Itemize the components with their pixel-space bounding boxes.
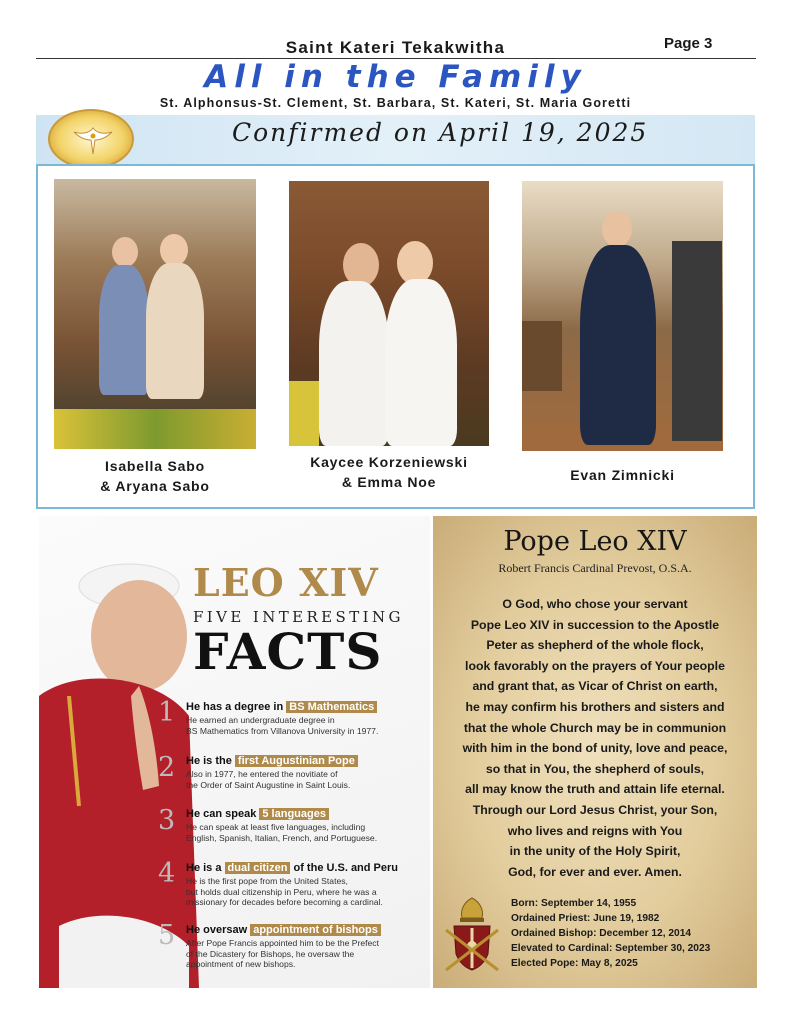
fact-item: He has a degree in BS Mathematics He earned an undergraduate degree in BS Mathematics from Villanova University in 1977.	[186, 701, 379, 736]
confirmation-date-heading: Confirmed on April 19, 2025	[232, 118, 649, 147]
photo-evan-zimnicki	[522, 181, 723, 451]
page-number: Page 3	[664, 35, 713, 52]
facts-heading: FACTS	[193, 622, 383, 681]
photo-korzeniewski-noe	[289, 181, 489, 446]
fact-item: He is the first Augustinian Pope Also in 1977, he entered the novitiate of the Order of Saint Augustine in Saint Louis.	[186, 755, 426, 790]
photo-sabo-sisters	[54, 179, 256, 449]
fact-item: He can speak 5 languages He can speak at least five languages, including English, Spanish, Italian, French, and Portuguese.	[186, 808, 378, 843]
caption-zimnicki: Evan Zimnicki	[570, 467, 675, 483]
prayer-text: O God, who chose your servant Pope Leo XIV in succession to the Apostle Peter as shepherd of the whole flock, look favorably on the prayers of Your people and grant that, as Vicar of Christ on earth, he may confirm his brothers and sisters and that the whole Church may be in communion with him in the bond of unity, love and peace, so that in You, the shepherd of souls, all may know the truth and attain life eternal. Through our Lord Jesus Christ, your Son, who lives and reigns with You in the unity of the Holy Spirit, God, for ever and ever. Amen.	[462, 597, 728, 879]
fact-number: 3	[158, 805, 176, 836]
facts-title: LEO XIV	[193, 560, 379, 605]
caption-korzeniewski-noe: Kaycee Korzeniewski & Emma Noe	[310, 454, 468, 490]
fact-number: 2	[158, 752, 176, 783]
family-heading: All in the Family	[204, 59, 587, 95]
prayer-title: Pope Leo XIV	[503, 526, 687, 557]
pope-biography: Born: September 14, 1955 Ordained Priest: June 19, 1982 Ordained Bishop: December 12, 2014 Elevated to Cardinal: September 30, 2023 Elected Pope: May 8, 2025	[511, 898, 711, 969]
parish-list: St. Alphonsus-St. Clement, St. Barbara, St. Kateri, St. Maria Goretti	[159, 96, 632, 110]
papal-coat-of-arms-icon	[440, 896, 504, 978]
fact-item: He is a dual citizen of the U.S. and Peru He is the first pope from the United States, but holds dual citizenship in Peru, where he was a missionary for decades before becoming a cardinal.	[186, 862, 399, 907]
fact-number: 5	[158, 920, 176, 951]
caption-sabo: Isabella Sabo & Aryana Sabo	[100, 458, 210, 494]
prayer-subtitle: Robert Francis Cardinal Prevost, O.S.A.	[498, 561, 692, 575]
holy-spirit-dove-icon	[48, 109, 134, 169]
fact-item: He oversaw appointment of bishops After Pope Francis appointed him to be the Prefect of the Dicastery for Bishops, he oversaw the appointment of new bishops.	[186, 924, 379, 969]
fact-number: 4	[158, 858, 176, 889]
facts-subtitle: FIVE INTERESTING	[193, 608, 404, 626]
fact-number: 1	[158, 697, 176, 728]
newsletter-title: Saint Kateri Tekakwitha	[285, 38, 506, 57]
